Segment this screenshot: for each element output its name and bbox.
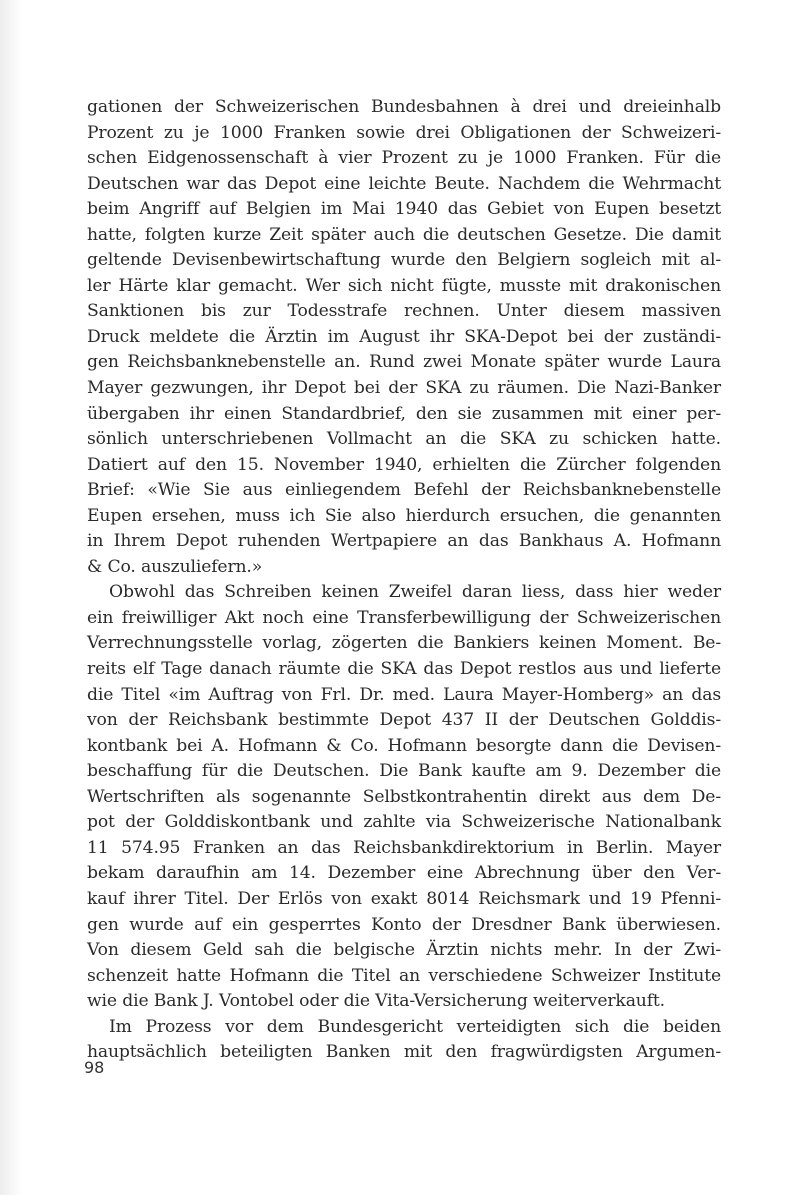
text-line: & Co. auszuliefern.»: [87, 556, 263, 577]
text-line: kontbank bei A. Hofmann & Co. Hofmann besorgte dann die Devisen-: [87, 735, 721, 756]
text-line: beim Angriff auf Belgien im Mai 1940 das Gebiet von Eupen besetzt: [87, 199, 721, 220]
page-edge-shadow: [0, 0, 22, 1195]
paragraph-1: [87, 95, 721, 580]
body-text: [87, 95, 721, 1066]
text-line: geltende Devisenbewirtschaftung wurde den Belgiern sogleich mit al-: [87, 250, 721, 271]
text-line: Brief: «Wie Sie aus einliegendem Befehl der Reichsbanknebenstelle: [87, 480, 721, 501]
page-number: 98: [84, 1058, 105, 1077]
text-line: schenzeit hatte Hofmann die Titel an verschiedene Schweizer Institute: [87, 965, 721, 986]
text-line: schen Eidgenossenschaft à vier Prozent zu je 1000 Franken. Für die: [87, 148, 721, 169]
text-line: Im Prozess vor dem Bundesgericht verteidigten sich die beiden: [109, 1016, 721, 1037]
text-line: Von diesem Geld sah die belgische Ärztin nichts mehr. In der Zwi-: [87, 940, 721, 961]
text-line: gationen der Schweizerischen Bundesbahnen à drei und dreieinhalb: [87, 97, 721, 117]
text-line: Druck meldete die Ärztin im August ihr SKA-Depot bei der zuständi-: [87, 326, 721, 347]
text-line: Sanktionen bis zur Todesstrafe rechnen. Unter diesem massiven: [87, 301, 721, 322]
text-line: Obwohl das Schreiben keinen Zweifel daran liess, dass hier weder: [109, 582, 721, 603]
text-line: ler Härte klar gemacht. Wer sich nicht fügte, musste mit drakonischen: [87, 275, 721, 296]
text-line: Verrechnungsstelle vorlag, zögerten die Bankiers keinen Moment. Be-: [87, 633, 721, 654]
text-line: übergaben ihr einen Standardbrief, den sie zusammen mit einer per-: [87, 403, 721, 424]
text-line: wie die Bank J. Vontobel oder die Vita-Versicherung weiterverkauft.: [87, 991, 665, 1012]
paragraph-2: [87, 580, 721, 1014]
text-line: Eupen ersehen, muss ich Sie also hierdurch ersuchen, die genannten: [87, 505, 721, 526]
text-line: beschaffung für die Deutschen. Die Bank kaufte am 9. Dezember die: [87, 761, 721, 782]
text-line: pot der Golddiskontbank und zahlte via Schweizerische Nationalbank: [87, 812, 721, 833]
text-line: gen wurde auf ein gesperrtes Konto der Dresdner Bank überwiesen.: [87, 914, 721, 935]
text-line: reits elf Tage danach räumte die SKA das Depot restlos aus und lieferte: [87, 659, 721, 680]
text-line: Deutschen war das Depot eine leichte Beute. Nachdem die Wehrmacht: [87, 173, 721, 194]
paragraph-3: [87, 1015, 721, 1066]
text-line: Wertschriften als sogenannte Selbstkontrahentin direkt aus dem De-: [87, 786, 721, 807]
text-line: gen Reichsbanknebenstelle an. Rund zwei Monate später wurde Laura: [87, 352, 721, 373]
text-line: hatte, folgten kurze Zeit später auch die deutschen Gesetze. Die damit: [87, 224, 721, 245]
text-line: Mayer gezwungen, ihr Depot bei der SKA zu räumen. Die Nazi-Banker: [87, 378, 721, 399]
text-line: kauf ihrer Titel. Der Erlös von exakt 8014 Reichsmark und 19 Pfenni-: [87, 888, 721, 909]
text-line: Prozent zu je 1000 Franken sowie drei Obligationen der Schweizeri-: [87, 122, 721, 143]
text-line: ein freiwilliger Akt noch eine Transferbewilligung der Schweizerischen: [87, 607, 721, 628]
text-line: die Titel «im Auftrag von Frl. Dr. med. Laura Mayer-Homberg» an das: [87, 684, 721, 705]
text-line: bekam daraufhin am 14. Dezember eine Abrechnung über den Ver-: [87, 863, 721, 884]
text-line: 11 574.95 Franken an das Reichsbankdirektorium in Berlin. Mayer: [87, 837, 721, 858]
text-line: Datiert auf den 15. November 1940, erhielten die Zürcher folgenden: [87, 454, 721, 475]
text-line: hauptsächlich beteiligten Banken mit den fragwürdigsten Argumen-: [87, 1042, 721, 1063]
text-line: in Ihrem Depot ruhenden Wertpapiere an das Bankhaus A. Hofmann: [87, 531, 721, 552]
text-line: von der Reichsbank bestimmte Depot 437 II der Deutschen Golddis-: [87, 710, 721, 731]
text-line: sönlich unterschriebenen Vollmacht an die SKA zu schicken hatte.: [87, 429, 721, 450]
